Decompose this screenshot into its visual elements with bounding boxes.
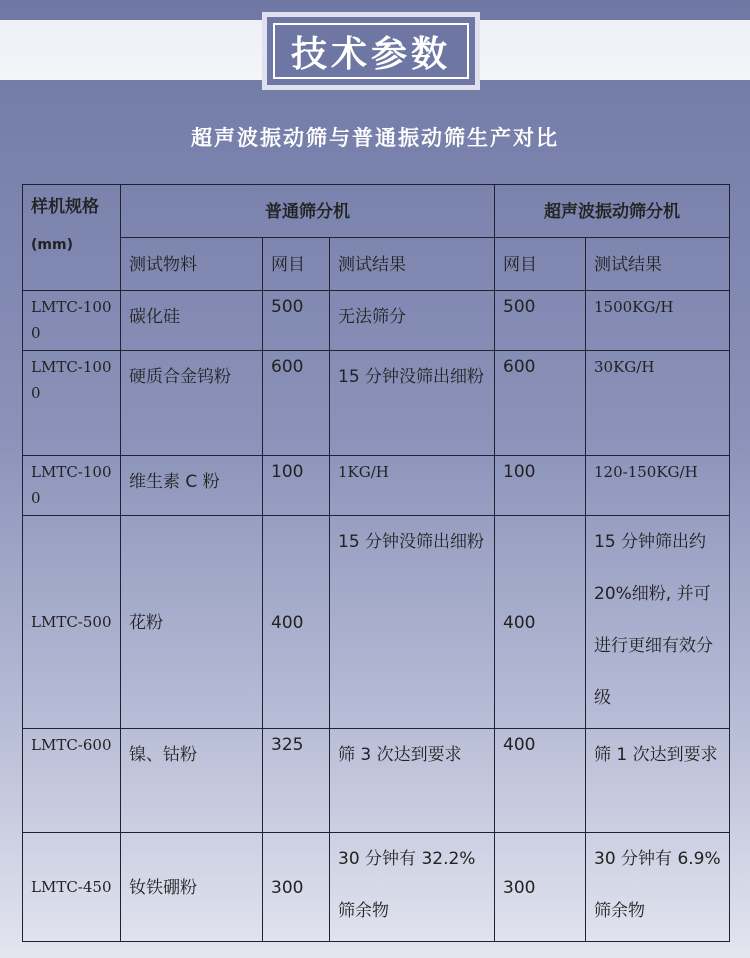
result-ultra-header: 测试结果 [586,238,730,291]
result-normal-cell: 无法筛分 [330,291,495,351]
table-row [23,351,730,456]
page-title: 技术参数 [273,23,469,79]
comparison-table [22,184,730,942]
table-row [23,516,730,729]
mesh-normal-cell: 300 [263,833,330,942]
mesh-ultra-cell: 400 [495,516,586,729]
mesh-ultra-cell: 600 [495,351,586,456]
result-normal-cell: 1KG/H [330,456,495,516]
mesh-normal-cell: 325 [263,729,330,833]
mesh-normal-cell: 400 [263,516,330,729]
result-ultra-cell: 筛 1 次达到要求 [586,729,730,833]
result-ultra-cell: 15 分钟筛出约 20%细粉, 并可进行更细有效分级 [586,516,730,729]
mesh-ultra-cell: 500 [495,291,586,351]
title-badge [262,12,480,90]
mesh-normal-cell: 500 [263,291,330,351]
result-normal-cell: 筛 3 次达到要求 [330,729,495,833]
group-ultrasonic-header: 超声波振动筛分机 [495,185,730,238]
mesh-ultra-cell: 300 [495,833,586,942]
table-row [23,291,730,351]
material-cell: 硬质合金钨粉 [121,351,263,456]
spec-header: 样机规格 [31,197,99,217]
mesh-normal-cell: 600 [263,351,330,456]
result-normal-cell: 15 分钟没筛出细粉 [330,351,495,456]
model-cell: LMTC-450 [23,833,121,942]
mesh-normal-header: 网目 [263,238,330,291]
mesh-ultra-cell: 400 [495,729,586,833]
model-cell: LMTC-500 [23,516,121,729]
result-ultra-cell: 1500KG/H [586,291,730,351]
table-row [23,729,730,833]
comparison-subtitle: 超声波振动筛与普通振动筛生产对比 [191,126,559,150]
spec-unit: (mm) [31,237,73,253]
mesh-ultra-header: 网目 [495,238,586,291]
mesh-ultra-cell: 100 [495,456,586,516]
model-cell: LMTC-600 [23,729,121,833]
material-cell: 维生素 C 粉 [121,456,263,516]
material-cell: 碳化硅 [121,291,263,351]
material-cell: 钕铁硼粉 [121,833,263,942]
table-row [23,833,730,942]
result-normal-cell: 15 分钟没筛出细粉 [330,516,495,729]
spec-header-cell [23,185,121,291]
result-ultra-cell: 30KG/H [586,351,730,456]
material-cell: 花粉 [121,516,263,729]
group-normal-header: 普通筛分机 [121,185,495,238]
result-ultra-cell: 120-150KG/H [586,456,730,516]
result-normal-header: 测试结果 [330,238,495,291]
material-header: 测试物料 [121,238,263,291]
table-row [23,456,730,516]
mesh-normal-cell: 100 [263,456,330,516]
model-cell: LMTC-1000 [23,351,121,456]
model-cell: LMTC-1000 [23,456,121,516]
result-ultra-cell: 30 分钟有 6.9%筛余物 [586,833,730,942]
result-normal-cell: 30 分钟有 32.2%筛余物 [330,833,495,942]
model-cell: LMTC-1000 [23,291,121,351]
material-cell: 镍、钴粉 [121,729,263,833]
